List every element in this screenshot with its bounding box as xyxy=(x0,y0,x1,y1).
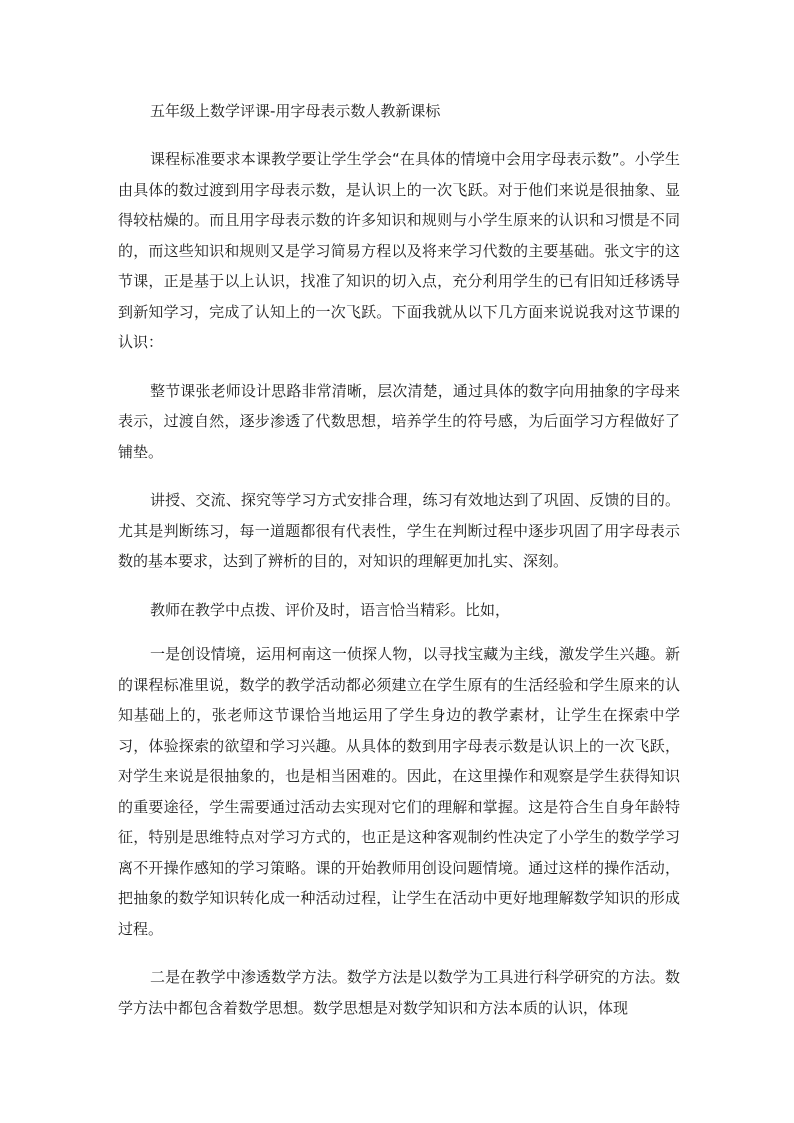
paragraph-design-thinking: 整节课张老师设计思路非常清晰，层次清楚，通过具体的数字向用抽象的字母来表示，过渡自然，逐步渗透了代数思想，培养学生的符号感，为后面学习方程做好了铺垫。 xyxy=(118,381,680,461)
paragraph-point-one: 一是创设情境，运用柯南这一侦探人物，以寻找宝藏为主线，激发学生兴趣。新的课程标准里说，数学的教学活动都必须建立在学生原有的生活经验和学生原来的认知基础上的，张老师这节课恰当地运用了学生身边的教学素材，让学生在探索中学习，体验探索的欲望和学习兴趣。从具体的数到用字母表示数是认识上的一次飞跃，对学生来说是很抽象的，也是相当困难的。因此，在这里操作和观察是学生获得知识的重要途径，学生需要通过活动去实现对它们的理解和掌握。这是符合生自身年龄特征，特别是思维特点对学习方式的，也正是这种客观制约性决定了小学生的数学学习离不开操作感知的学习策略。课的开始教师用创设问题情境。通过这样的操作活动，把抽象的数学知识转化成一种活动过程，让学生在活动中更好地理解数学知识的形成过程。 xyxy=(118,645,680,938)
paragraph-teacher-guidance: 教师在教学中点拨、评价及时，语言恰当精彩。比如， xyxy=(150,600,511,619)
document-body xyxy=(118,96,680,1041)
paragraph-learning-methods: 讲授、交流、探究等学习方式安排合理，练习有效地达到了巩固、反馈的目的。尤其是判断练习，每一道题都很有代表性，学生在判断过程中逐步巩固了用字母表示数的基本要求，达到了辨析的目的，对知识的理解更加扎实、深刻。 xyxy=(118,491,680,570)
paragraph-point-two: 二是在教学中渗透数学方法。数学方法是以数学为工具进行科学研究的方法。数学方法中都包含着数学思想。数学思想是对数学知识和方法本质的认识，体现 xyxy=(118,968,680,1017)
paragraph-curriculum-standard: 课程标准要求本课教学要让学生学会“在具体的情境中会用字母表示数”。小学生由具体的数过渡到用字母表示数，是认识上的一次飞跃。对于他们来说是很抽象、显得较枯燥的。而且用字母表示数的许多知识和规则与小学生原来的认识和习惯是不同的，而这些知识和规则又是学习简易方程以及将来学习代数的主要基础。张文宇的这节课，正是基于以上认识，找准了知识的切入点，充分利用学生的已有旧知迁移诱导到新知学习，完成了认知上的一次飞跃。下面我就从以下几方面来说说我对这节课的认识： xyxy=(118,150,680,351)
document-title: 五年级上数学评课-用字母表示数人教新课标 xyxy=(150,102,441,120)
